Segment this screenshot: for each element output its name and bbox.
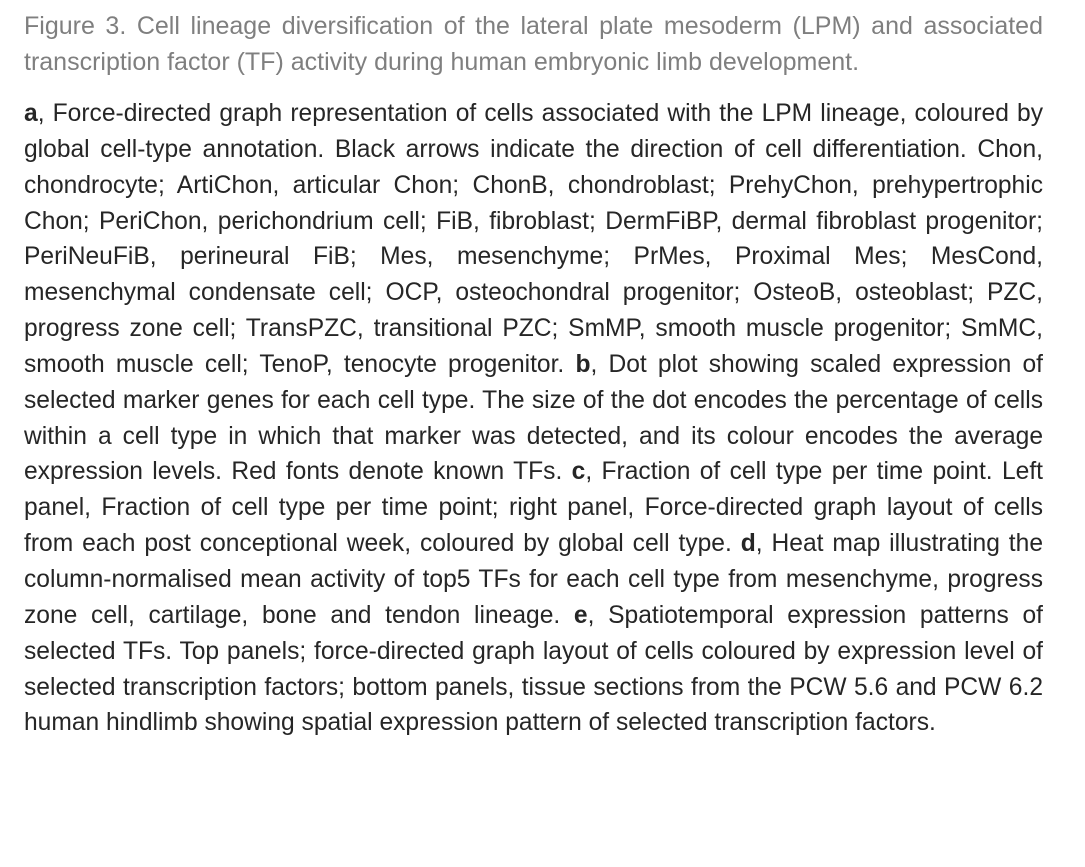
panel-e-letter: e [573,601,588,629]
panel-e-text: , Spatiotemporal expression patterns of selected TFs. Top panels; force-directed graph layout of cells coloured by expression level of selected transcription factors; bottom panels, tissue sections from the PCW 5.6 and PCW 6.2 human hindlimb showing spatial expression pattern of selected transcription factors. [24,601,1043,737]
panel-a-text: , Force-directed graph representation of cells associated with the LPM lineage, coloured by global cell-type annotation. Black arrows indicate the direction of cell differentiation. Chon, chondrocyte; ArtiChon, articular Chon; ChonB, chondroblast; PrehyChon, prehypertrophic Chon; PeriChon, perichondrium cell; FiB, fibroblast; DermFiBP, dermal fibroblast progenitor; PeriNeuFiB, perineural FiB; Mes, mesenchyme; PrMes, Proximal Mes; MesCond, mesenchymal condensate cell; OCP, osteochondral progenitor; OsteoB, osteoblast; PZC, progress zone cell; TransPZC, transitional PZC; SmMP, smooth muscle progenitor; SmMC, smooth muscle cell; TenoP, tenocyte progenitor. [24,100,1043,378]
panel-b-letter: b [575,350,591,378]
panel-c-text: , Fraction of cell type per time point. Left panel, Fraction of cell type per time point; right panel, Force-directed graph layout of cells from each post conceptional week, coloured by global cell type. [24,458,1043,558]
panel-b-text: , Dot plot showing scaled expression of selected marker genes for each cell type. The size of the dot encodes the percentage of cells within a cell type in which that marker was detected, and its colour encodes the average expression levels. Red fonts denote known TFs. [24,350,1043,486]
panel-a-letter: a [24,100,38,127]
panel-d-letter: d [740,530,756,558]
panel-c-letter: c [571,458,586,486]
panel-d-text: , Heat map illustrating the column-normalised mean activity of top5 TFs for each cell type from mesenchyme, progress zone cell, cartilage, bone and tendon lineage. [24,530,1043,629]
figure-caption [24,8,1043,741]
figure-title: Figure 3. Cell lineage diversification of the lateral plate mesoderm (LPM) and associated transcription factor (TF) activity during human embryonic limb development. [24,12,1043,76]
figure-legend [24,96,1043,741]
